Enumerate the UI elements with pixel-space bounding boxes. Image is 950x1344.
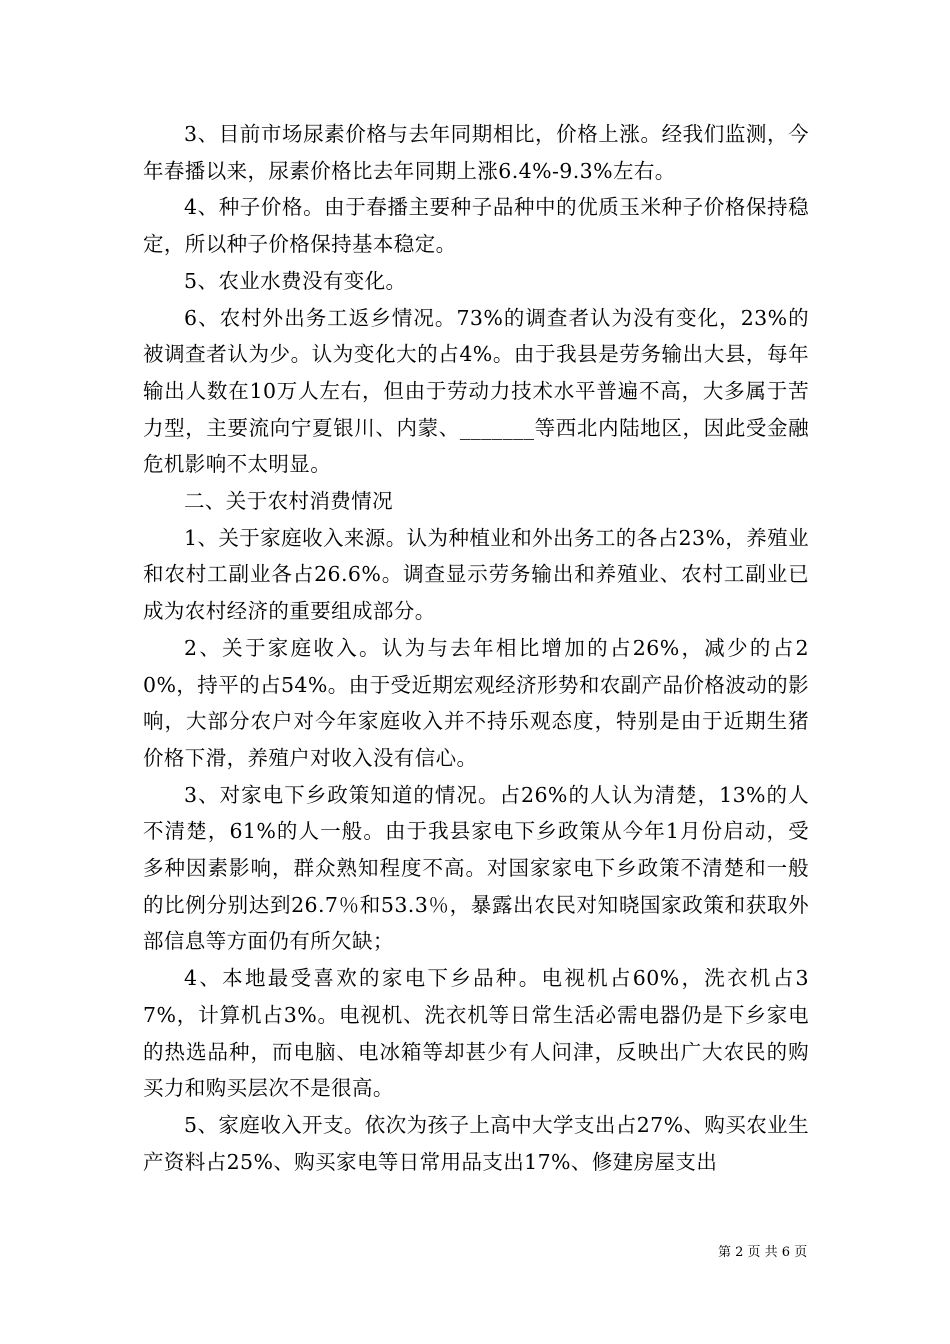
paragraph-income-sources: 1、关于家庭收入来源。认为种植业和外出务工的各占23%，养殖业和农村工副业各占26.6%。调查显示劳务输出和养殖业、农村工副业已成为农村经济的重要组成部分。 xyxy=(143,525,809,624)
paragraph-migrant-workers: 6、农村外出务工返乡情况。73%的调查者认为没有变化，23%的被调查者认为少。认为变化大的占4%。由于我县是劳务输出大县，每年输出人数在10万人左右，但由于劳动力技术水平普遍不高，大多属于苦力型，主要流向宁夏银川、内蒙、_______等西北内陆地区，因此受金融危机影响不太明显。 xyxy=(143,305,809,477)
paragraph-seed-price: 4、种子价格。由于春播主要种子品种中的优质玉米种子价格保持稳定，所以种子价格保持基本稳定。 xyxy=(143,195,809,257)
paragraph-household-expenses: 5、家庭收入开支。依次为孩子上高中大学支出占27%、购买农业生产资料占25%、购买家电等日常用品支出17%、修建房屋支出 xyxy=(143,1112,809,1174)
paragraph-appliance-policy: 3、对家电下乡政策知道的情况。占26%的人认为清楚，13%的人不清楚，61%的人一般。由于我县家电下乡政策从今年1月份启动，受多种因素影响，群众熟知程度不高。对国家家电下乡政策不清楚和一般的比例分别达到26.7％和53.3％，暴露出农民对知晓国家政策和获取外部信息等方面仍有所欠缺； xyxy=(143,782,809,954)
paragraph-water-fee: 5、农业水费没有变化。 xyxy=(184,268,407,293)
paragraph-popular-appliances: 4、本地最受喜欢的家电下乡品种。电视机占60%，洗衣机占37%，计算机占3%。电视机、洗衣机等日常生活必需电器仍是下乡家电的热选品种，而电脑、电冰箱等却甚少有人问津，反映出广大农民的购买力和购买层次不是很高。 xyxy=(143,966,809,1101)
paragraph-household-income: 2、关于家庭收入。认为与去年相比增加的占26%，减少的占20%，持平的占54%。由于受近期宏观经济形势和农副产品价格波动的影响，大部分农户对今年家庭收入并不持乐观态度，特别是由于近期生猪价格下滑，养殖户对收入没有信心。 xyxy=(143,635,809,770)
page-number: 第 2 页 共 6 页 xyxy=(718,1245,808,1260)
document-body xyxy=(143,116,809,1180)
paragraph-urea-price: 3、目前市场尿素价格与去年同期相比，价格上涨。经我们监测，今年春播以来，尿素价格比去年同期上涨6.4%-9.3%左右。 xyxy=(143,122,809,183)
section-heading-rural-consumption: 二、关于农村消费情况 xyxy=(184,489,393,514)
